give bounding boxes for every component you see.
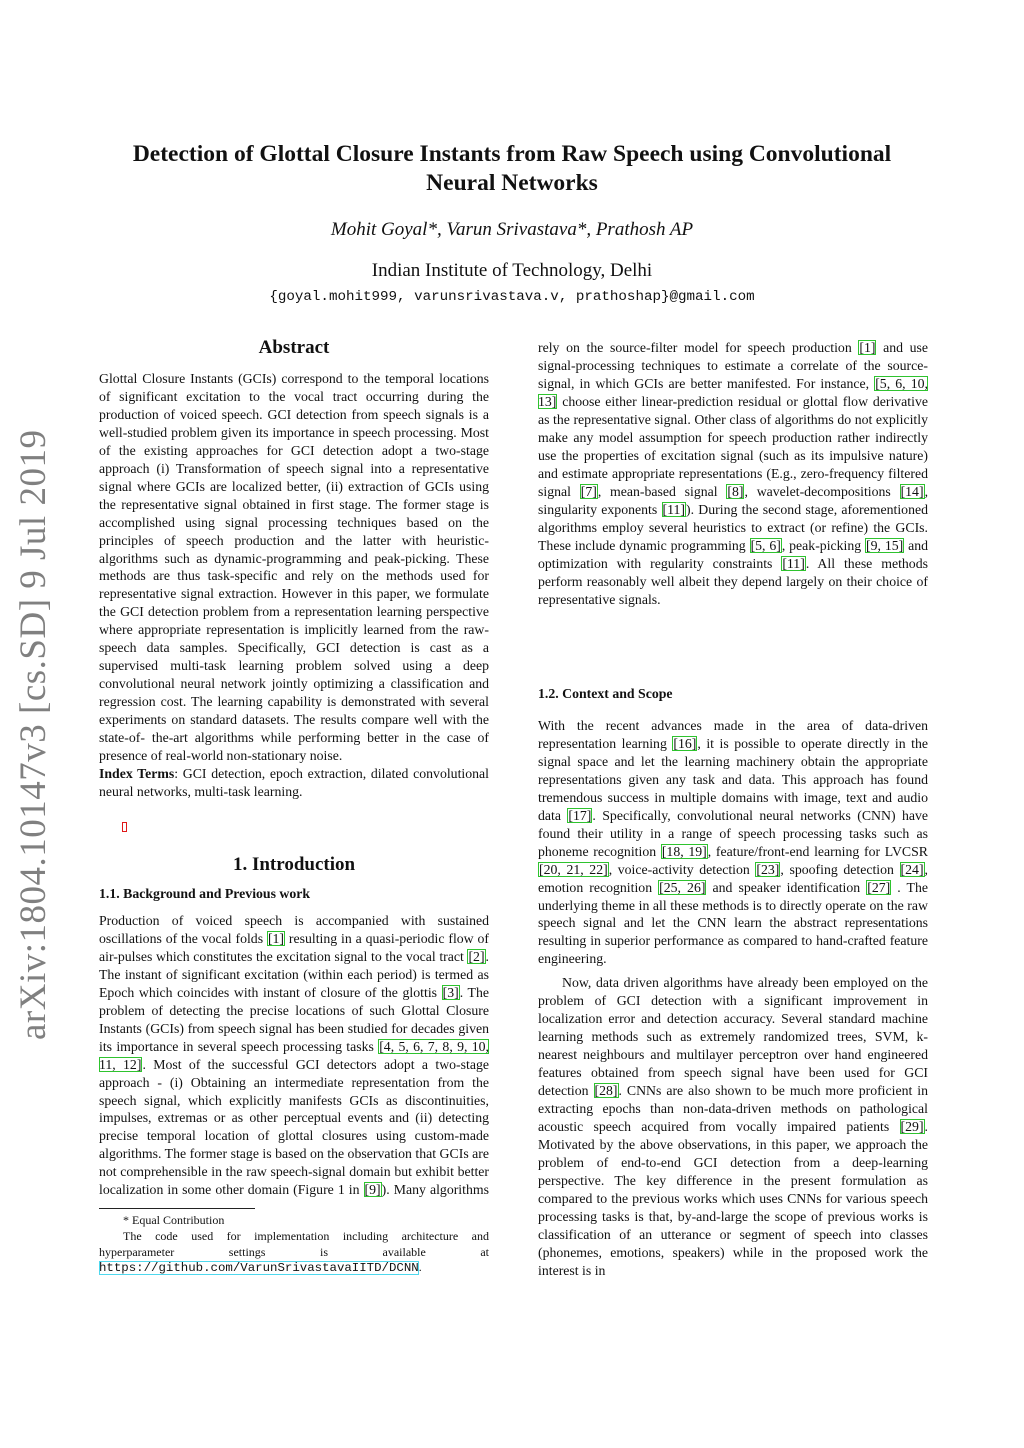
affiliation: Indian Institute of Technology, Delhi [371, 260, 653, 281]
code-url-link[interactable]: https://github.com/VarunSrivastavaIITD/DCNN [99, 1261, 419, 1276]
citation-link[interactable]: [20, 21, 22] [539, 861, 608, 877]
paragraph-text: . All these methods perform reasonably well albeit they depend largely on their choice of representative signals. [538, 555, 928, 607]
citation-link[interactable]: [28] [594, 1083, 618, 1099]
right-column [538, 340, 928, 666]
paragraph-text: . Specifically, convolutional neural networks (CNN) have found their utility in a range of speech processing tasks such as phoneme recognition [538, 807, 928, 859]
intro-paragraph-1-continued [538, 340, 928, 666]
citation-link[interactable]: [14] [900, 483, 924, 499]
paragraph-text: rely on the source-filter model for speech production [538, 340, 852, 356]
index-terms-label: Index Terms [99, 765, 175, 781]
citation-link[interactable]: [23] [756, 861, 780, 877]
code-note-end: . [418, 1260, 422, 1275]
citation-link[interactable]: [11] [782, 555, 805, 571]
left-column [99, 370, 489, 801]
citation-link[interactable]: [11] [662, 501, 685, 517]
paragraph-text: , emotion recognition [538, 861, 928, 895]
intro-paragraph-left [99, 912, 489, 1200]
paragraph-text: and use signal-processing techniques to estimate a correlate of the source-signal, in which GCIs are better manifested. For instance, [538, 340, 928, 392]
context-section [538, 717, 928, 1280]
paper-title: Detection of Glottal Closure Instants from Raw Speech using Convolutional Neural Networks [132, 141, 892, 196]
abstract-text: Glottal Closure Instants (GCIs) correspond to the temporal locations of significant excitation to the vocal tract occurring during the production of voiced speech. GCI detection from speech signals is a well-studied problem given its importance in speech processing. Most of the existing approaches for GCI detection adopt a two-stage approach (i) Transformation of speech signal into a representative signal where GCIs are localized better, (ii) extraction of GCIs using the representative signal obtained in first stage. The former stage is accomplished using signal processing techniques based on the principles of speech production and the latter with heuristic-algorithms such as dynamic-programming and peak-picking. These methods are thus task-specific and rely on the methods used for representative signal extraction. However in this paper, we formulate the GCI detection problem from a representation learning perspective where appropriate representation is implicitly learned from the raw-speech data samples. Specifically, GCI detection is cast as a supervised multi-task learning problem solved using a deep convolutional neural network jointly optimizing a classification and regression cost. The learning capability is demonstrated with several experiments on standard datasets. The results compare well with the state-of- the-art algorithms while performing better in the case of presence of real-world non-stationary noise. [99, 371, 489, 764]
paragraph-text: . The underlying theme in all these methods is to directly operate on the raw speech signal and let the CNN learn the abstract representations resulting in superior performance as compared to hand-crafted feature engineering. [538, 879, 928, 967]
code-note-text: The code used for implementation including architecture and hyperparameter settings is available at [99, 1228, 489, 1259]
citation-link[interactable]: [18, 19] [661, 843, 707, 859]
citation-link[interactable]: [1] [267, 930, 285, 946]
arxiv-identifier: arXiv:1804.10147v3 [cs.SD] 9 Jul 2019 [13, 429, 54, 1040]
citation-link[interactable]: [2] [468, 948, 485, 964]
paragraph-text: , mean-based signal [597, 483, 727, 499]
context-heading: 1.2. Context and Scope [538, 686, 673, 701]
paragraph-text: ). During the second stage, aforementioned algorithms employ several heuristics to extract (or refine) the GCIs. These include dynamic programming [538, 501, 928, 553]
paragraph-text: , singularity exponents [538, 483, 928, 517]
author-list: Mohit Goyal*, Varun Srivastava*, Prathosh AP [330, 219, 694, 240]
abstract-heading: Abstract [258, 337, 330, 358]
paragraph-text: With the recent advances made in the area of data-driven representation learning [538, 718, 928, 751]
paragraph-text: , wavelet-decompositions [744, 483, 900, 499]
paragraph-continuation [538, 340, 928, 609]
paragraph-text: resulting in a quasi-periodic flow of air-pulses which constitutes the excitation signal to the vocal tract [99, 930, 489, 964]
citation-link[interactable]: [1] [859, 340, 876, 356]
paragraph-text: and speaker identification [706, 879, 867, 895]
citation-link[interactable]: [4, 5, 6, 7, 8, 9, 10, 11, 12] [99, 1038, 489, 1072]
paragraph-text: , spoofing detection [780, 861, 900, 877]
citation-link[interactable]: [9, 15] [866, 537, 904, 553]
citation-link[interactable]: [29] [900, 1118, 924, 1134]
paragraph-text: , it is possible to operate directly in the signal space and let the learning machinery obtain the appropriate representations given any task and data. This approach has found tremendous success in multiple domains with image, text and audio data [538, 735, 928, 823]
citation-link[interactable]: [9] [364, 1182, 381, 1198]
footnote-rule [99, 1208, 255, 1209]
intro-paragraph-1 [99, 912, 489, 1200]
paragraph-text: and optimization with regularity constraints [538, 537, 928, 571]
motivation-paragraph [538, 974, 928, 1279]
equal-contribution-note: * Equal Contribution [123, 1213, 225, 1227]
citation-link[interactable]: [5, 6] [750, 537, 781, 553]
annotation-marker [122, 822, 127, 832]
citation-link[interactable]: [27] [867, 879, 891, 895]
citation-link[interactable]: [5, 6, 10, 13] [538, 376, 928, 410]
citation-link[interactable]: [16] [673, 735, 697, 751]
citation-link[interactable]: [17] [568, 807, 592, 823]
paragraph-text: , feature/front-end learning for LVCSR [707, 843, 929, 859]
paragraph-text: , peak-picking [781, 537, 866, 553]
paragraph-text: . CNNs are also shown to be much more proficient in extracting epochs than non-data-driven methods on pathological acoustic speech acquired from vocally impaired patients [538, 1083, 928, 1134]
paragraph-text: Production of voiced speech is accompanied with sustained oscillations of the vocal folds [99, 913, 489, 946]
citation-link[interactable]: [8] [727, 483, 744, 499]
paragraph-text: Now, data driven algorithms have already been employed on the problem of GCI detection with a significant improvement in localization error and detection accuracy. Several standard machine learning methods such as extremely randomized trees, SVM, k-nearest neighbours and multilayer perceptron over hand engineered features obtained from speech signal have been used for GCI detection [538, 975, 928, 1099]
paragraph-text: choose either linear-prediction residual or glottal flow derivative as the representative signal. Other class of algorithms do not explicitly make any model assumption for speech production rather indirectly use the properties of excitation signal (such as its impulsive nature) and estimate appropriate representations (E.g., zero-frequency filtered signal [538, 394, 928, 499]
paragraph-text: . The instant of significant excitation (within each period) is termed as Epoch which coincides with instant of closure of the glottis [99, 948, 489, 1000]
paragraph-text: . Most of the successful GCI detectors adopt a two-stage approach - (i) Obtaining an intermediate representation from the speech signal, which explicitly manifests GCIs as discontinuities, impulses, extremas or as other perceptual events and (ii) detecting precise temporal location of glottal closures using custom-made algorithms. The former stage is based on the observation that GCIs are not comprehensible in the raw speech-signal domain but exhibit better localization in some other domain (Figure 1 in [99, 1056, 489, 1198]
code-note [99, 1229, 489, 1277]
index-terms [99, 765, 489, 801]
paragraph-text: . Motivated by the above observations, in this paper, we approach the problem of end-to-end GCI detection from a deep-learning perspective. The key difference in the present formulation as compared to the previous works which uses CNNs for various speech processing tasks is that, by-and-large the scope of previous works is classification of an utterance or segment of speech into classes (phonemes, emotions, speakers) while in the proposed work the interest is in [538, 1118, 928, 1278]
background-heading: 1.1. Background and Previous work [99, 886, 311, 901]
footnotes [99, 1213, 489, 1277]
citation-link[interactable]: [7] [580, 483, 597, 499]
index-terms-text: : GCI detection, epoch extraction, dilated convolutional neural networks, multi-task learning. [99, 765, 489, 799]
paragraph-text: , voice-activity detection [608, 861, 756, 877]
context-paragraph [538, 717, 928, 968]
citation-link[interactable]: [25, 26] [659, 879, 706, 895]
introduction-heading: 1. Introduction [232, 854, 356, 875]
citation-link[interactable]: [24] [900, 861, 924, 877]
paragraph-text: ). Many algorithms [381, 1182, 489, 1198]
author-emails: {goyal.mohit999, varunsrivastava.v, prathoshap}@gmail.com [269, 289, 755, 305]
citation-link[interactable]: [3] [442, 984, 459, 1000]
paragraph-text: . The problem of detecting the precise locations of such Glottal Closure Instants (GCIs) from speech signal has been studied for decades given its importance in several speech processing tasks [99, 984, 489, 1054]
